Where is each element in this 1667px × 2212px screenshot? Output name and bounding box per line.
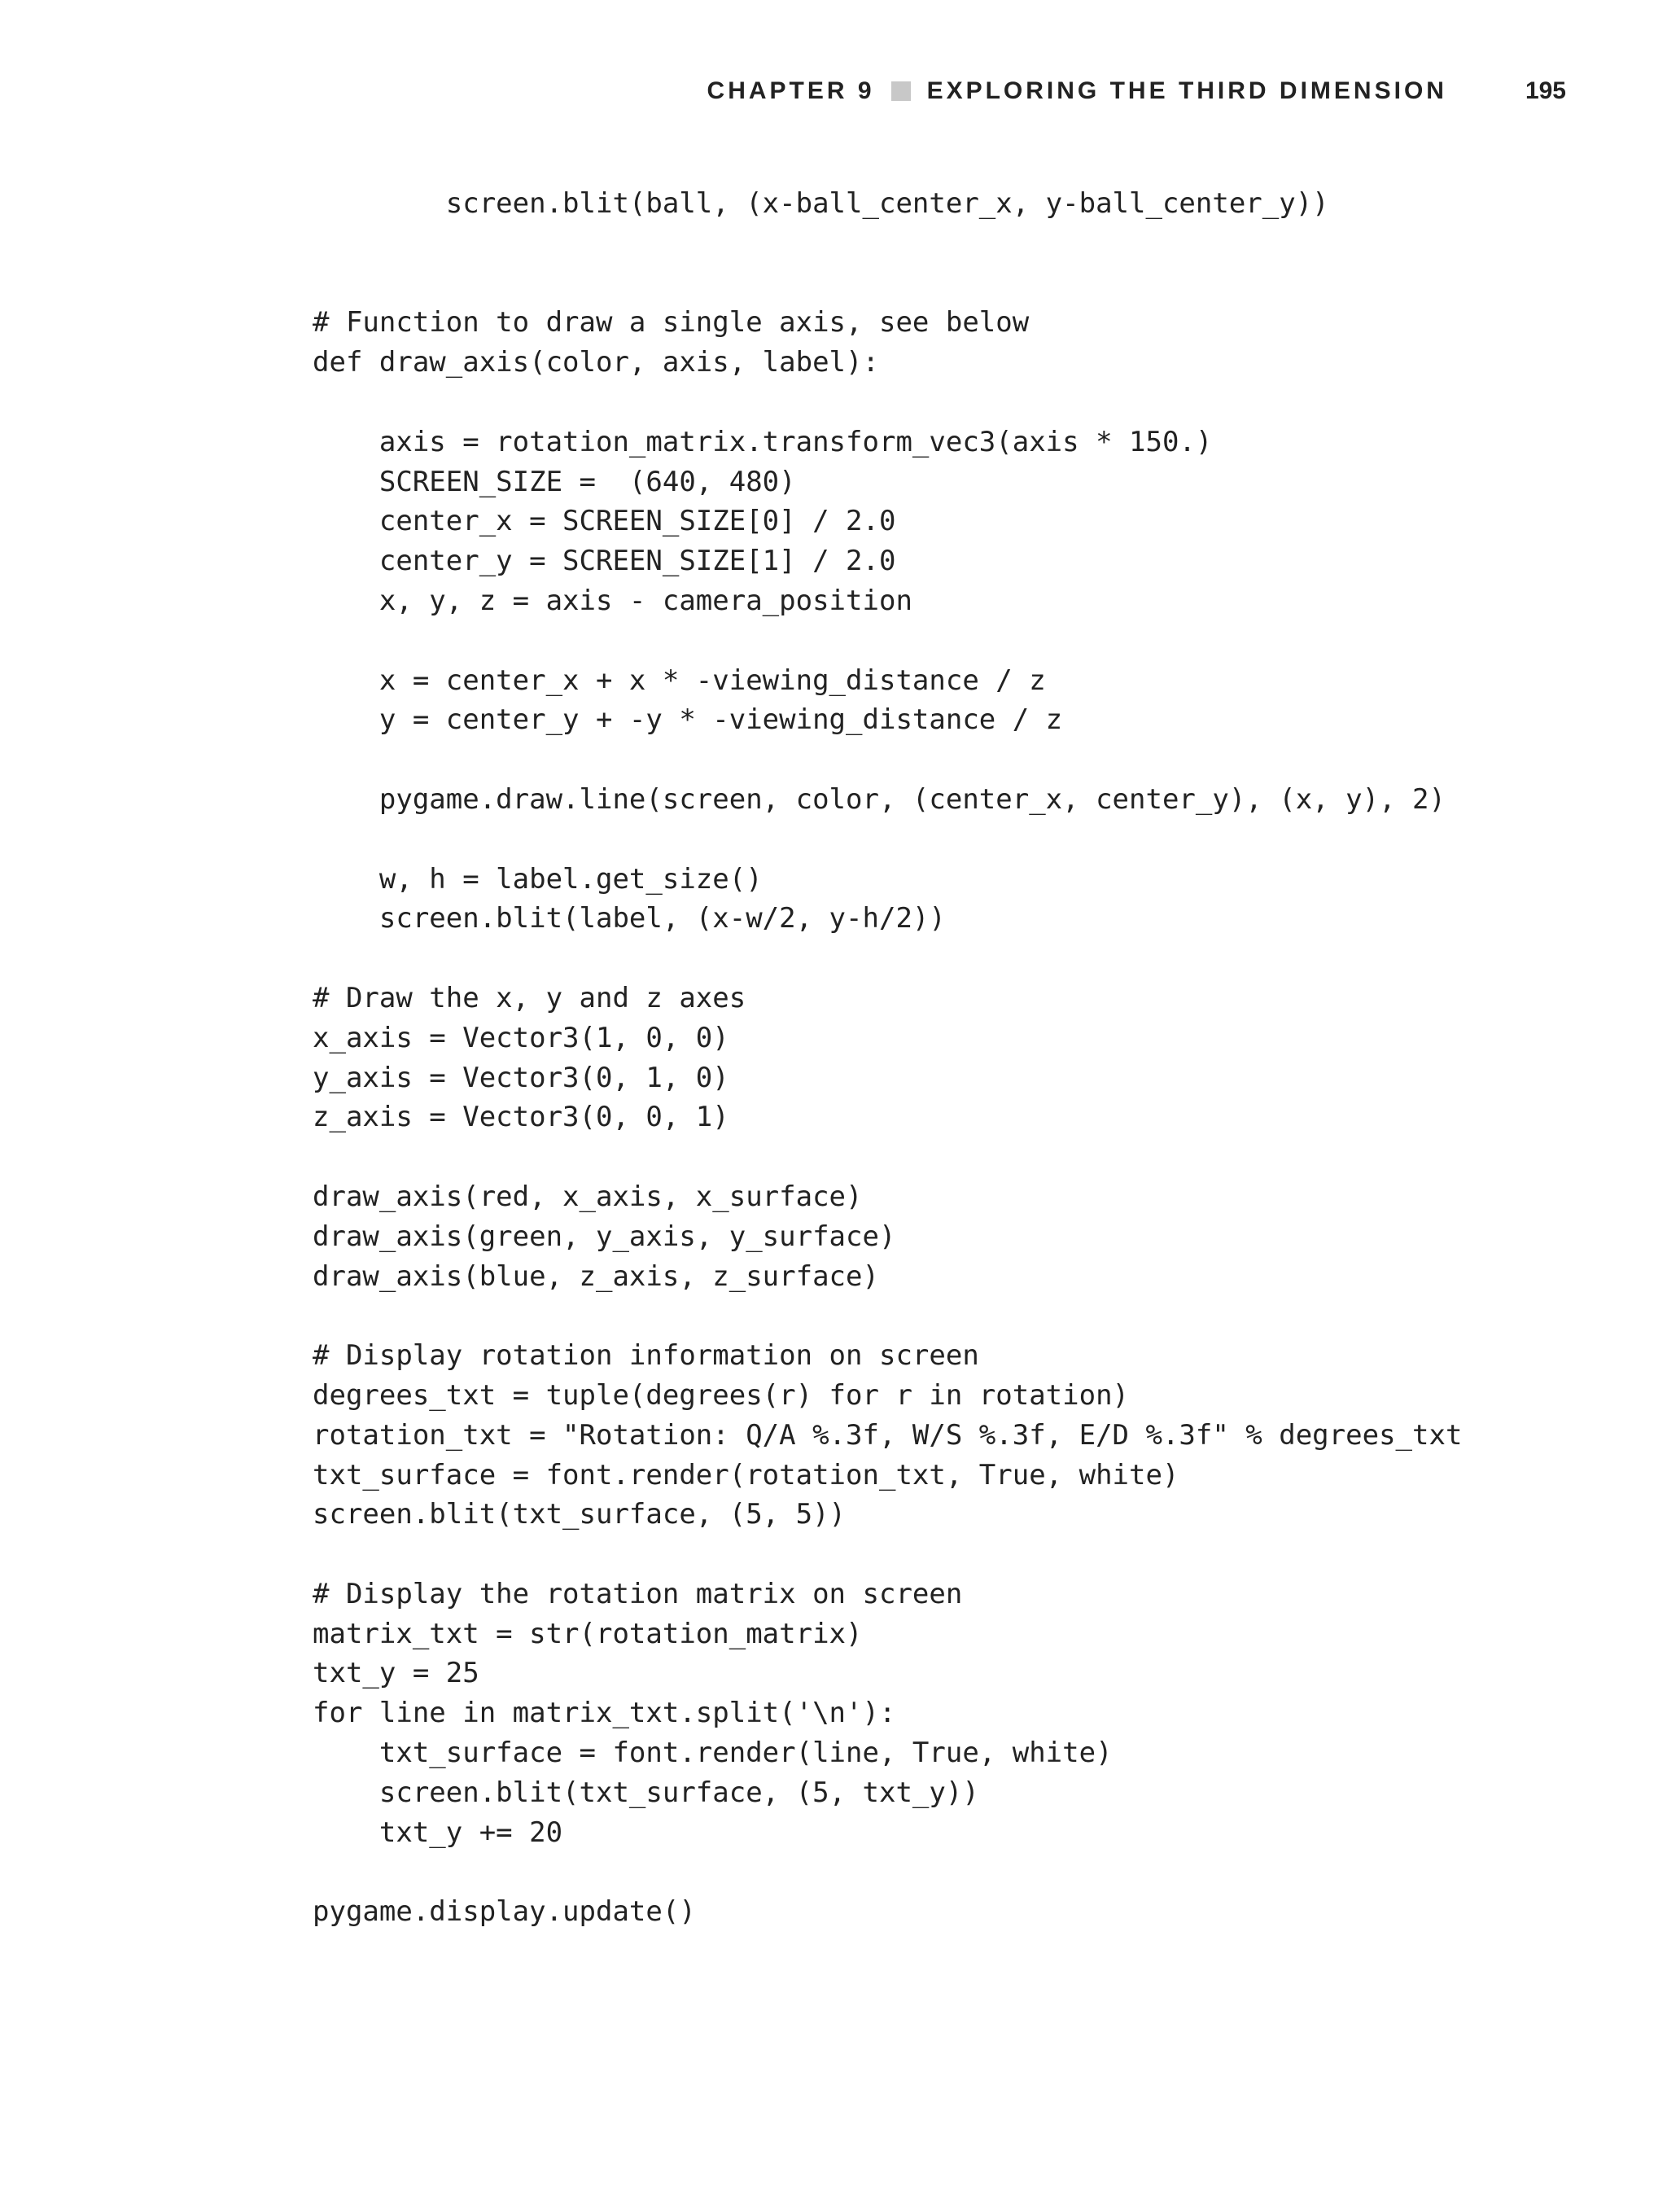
code-line [313, 383, 1462, 423]
code-line: matrix_txt = str(rotation_matrix) [313, 1617, 863, 1650]
code-line: # Function to draw a single axis, see below [313, 306, 1030, 339]
code-line: x_axis = Vector3(1, 0, 0) [313, 1021, 729, 1054]
code-line [313, 621, 1462, 661]
code-line: def draw_axis(color, axis, label): [313, 346, 879, 379]
code-line [313, 740, 1462, 780]
code-line [313, 1296, 1462, 1336]
code-line: pygame.display.update() [313, 1895, 696, 1929]
code-line: draw_axis(blue, z_axis, z_surface) [313, 1259, 879, 1293]
code-line [313, 1852, 1462, 1892]
code-line: center_y = SCREEN_SIZE[1] / 2.0 [313, 545, 896, 578]
code-line: screen.blit(ball, (x-ball_center_x, y-ball_center_y)) [313, 187, 1329, 220]
code-line [313, 820, 1462, 860]
code-line [313, 1137, 1462, 1177]
code-line: # Display the rotation matrix on screen [313, 1577, 963, 1610]
code-line: # Draw the x, y and z axes [313, 981, 746, 1014]
code-listing [313, 184, 1462, 1932]
chapter-title: EXPLORING THE THIRD DIMENSION [926, 77, 1447, 104]
square-marker-icon [891, 81, 911, 101]
code-line [313, 1535, 1462, 1575]
code-line: SCREEN_SIZE = (640, 480) [313, 465, 796, 498]
code-line: y = center_y + -y * -viewing_distance / z [313, 703, 1063, 737]
code-line: pygame.draw.line(screen, color, (center_x, center_y), (x, y), 2) [313, 782, 1446, 816]
running-head [0, 72, 1566, 111]
code-line: rotation_txt = "Rotation: Q/A %.3f, W/S %.3f, E/D %.3f" % degrees_txt [313, 1418, 1463, 1452]
code-line: x, y, z = axis - camera_position [313, 584, 912, 617]
code-line [313, 224, 1462, 264]
code-line: txt_y += 20 [313, 1816, 563, 1849]
code-line [313, 264, 1462, 304]
code-line: for line in matrix_txt.split('\n'): [313, 1697, 896, 1730]
code-line: # Display rotation information on screen [313, 1339, 979, 1373]
code-line: z_axis = Vector3(0, 0, 1) [313, 1101, 729, 1134]
code-line: degrees_txt = tuple(degrees(r) for r in rotation) [313, 1378, 1130, 1412]
code-line: w, h = label.get_size() [313, 862, 763, 896]
chapter-label: CHAPTER 9 [707, 77, 875, 104]
code-line: y_axis = Vector3(0, 1, 0) [313, 1061, 729, 1094]
code-line: draw_axis(green, y_axis, y_surface) [313, 1220, 896, 1253]
code-line: draw_axis(red, x_axis, x_surface) [313, 1180, 863, 1213]
code-line: screen.blit(label, (x-w/2, y-h/2)) [313, 902, 946, 935]
code-line: center_x = SCREEN_SIZE[0] / 2.0 [313, 505, 896, 538]
code-line: x = center_x + x * -viewing_distance / z [313, 664, 1046, 697]
code-line: txt_y = 25 [313, 1657, 479, 1690]
page-number: 195 [1525, 77, 1566, 104]
code-line [313, 939, 1462, 979]
code-line: axis = rotation_matrix.transform_vec3(axis * 150.) [313, 425, 1213, 458]
code-line: txt_surface = font.render(rotation_txt, True, white) [313, 1458, 1179, 1491]
code-line: screen.blit(txt_surface, (5, 5)) [313, 1498, 847, 1531]
code-line: txt_surface = font.render(line, True, white) [313, 1737, 1113, 1770]
code-line: screen.blit(txt_surface, (5, txt_y)) [313, 1776, 979, 1809]
